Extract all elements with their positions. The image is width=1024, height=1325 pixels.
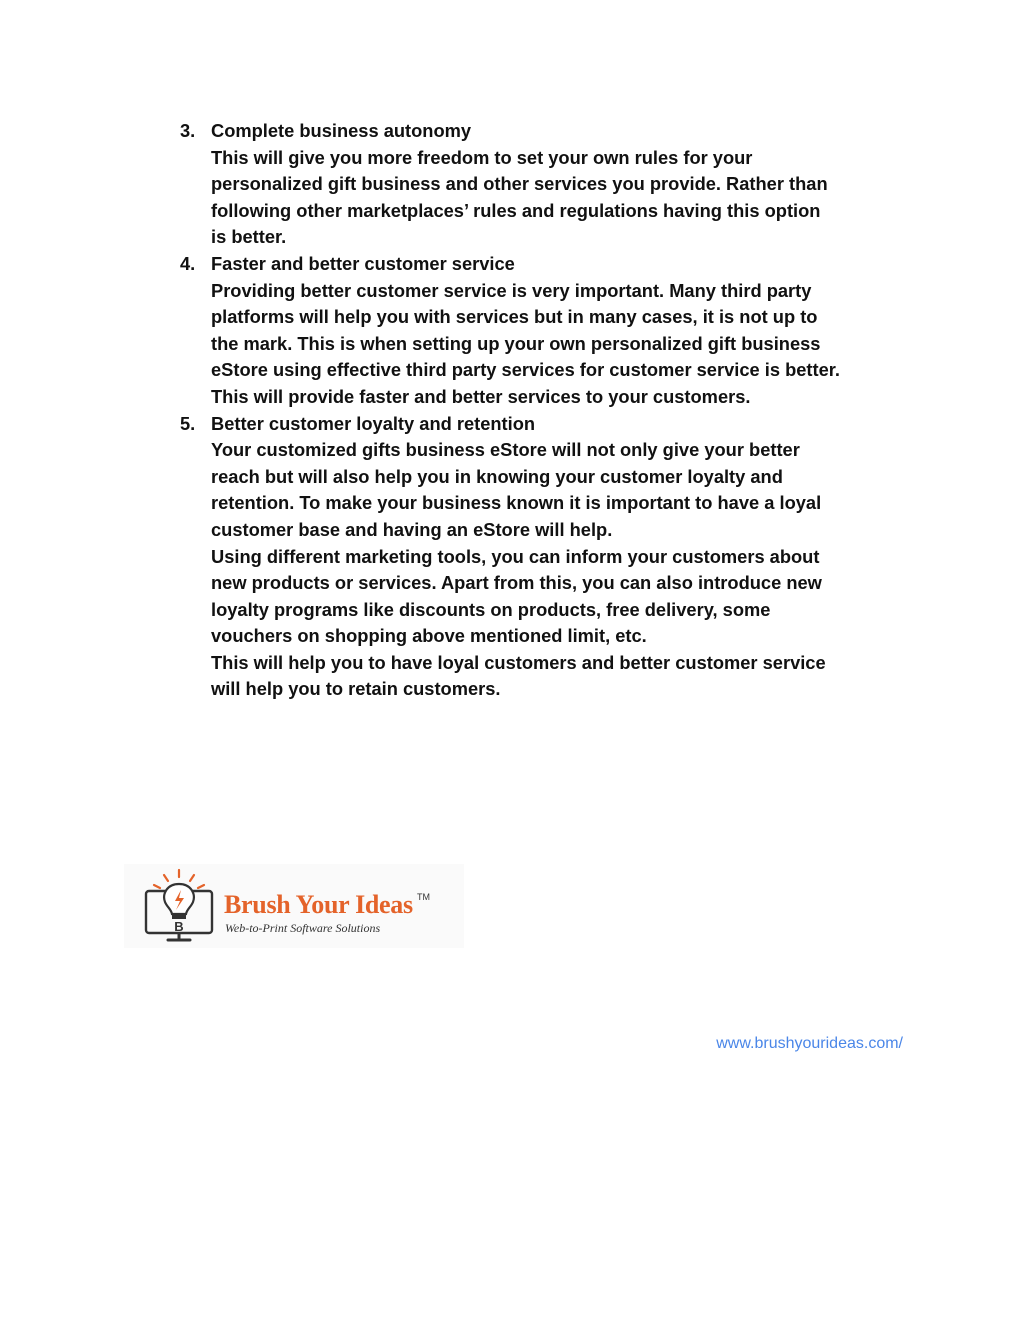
text-line: customer base and having an eStore will help. <box>211 518 613 540</box>
svg-text:B: B <box>174 919 184 934</box>
list-item-body <box>211 118 920 251</box>
text-line: following other marketplaces’ rules and regulations having this option <box>211 199 821 221</box>
text-line: personalized gift business and other services you provide. Rather than <box>211 173 828 195</box>
text-line: new products or services. Apart from this, you can also introduce new <box>211 572 822 594</box>
text-line: This will provide faster and better services to your customers. <box>211 385 751 407</box>
text-line: loyalty programs like discounts on products, free delivery, some <box>211 598 771 620</box>
list-number: 3. <box>180 120 196 141</box>
list-item-body <box>211 251 920 411</box>
text-line: is better. <box>211 226 287 248</box>
brand-name: Brush Your Ideas <box>224 890 413 919</box>
list-item-body <box>211 411 920 704</box>
text-line: the mark. This is when setting up your own personalized gift business <box>211 332 821 354</box>
text-line: vouchers on shopping above mentioned limit, etc. <box>211 625 647 647</box>
list-item-heading: Complete business autonomy <box>211 120 472 141</box>
list-item <box>180 251 920 411</box>
list-number: 5. <box>180 412 196 434</box>
text-line: Using different marketing tools, you can inform your customers about <box>211 545 820 567</box>
lightbulb-monitor-logo-icon <box>138 868 220 944</box>
list-item <box>180 118 920 251</box>
text-line: will help you to retain customers. <box>211 678 501 700</box>
list-item-heading: Better customer loyalty and retention <box>211 412 536 434</box>
text-line: retention. To make your business known it is important to have a loyal <box>211 492 822 514</box>
trademark-mark: TM <box>417 892 430 902</box>
text-line: Providing better customer service is very important. Many third party <box>211 279 812 301</box>
list-item <box>180 411 920 704</box>
list-number: 4. <box>180 252 196 274</box>
text-line: platforms will help you with services but in many cases, it is not up to <box>211 306 818 328</box>
text-line: This will help you to have loyal customers and better customer service <box>211 651 826 673</box>
list-item-heading: Faster and better customer service <box>211 252 515 274</box>
brand-tagline: Web-to-Print Software Solutions <box>225 921 381 935</box>
website-link[interactable]: www.brushyourideas.com/ <box>716 1035 903 1052</box>
text-line: reach but will also help you in knowing your customer loyalty and <box>211 465 783 487</box>
text-line: Your customized gifts business eStore will not only give your better <box>211 439 800 461</box>
text-line: eStore using effective third party services for customer service is better. <box>211 359 840 381</box>
brand-logo <box>124 864 464 948</box>
text-line: This will give you more freedom to set your own rules for your <box>211 146 753 168</box>
numbered-list <box>180 118 920 703</box>
